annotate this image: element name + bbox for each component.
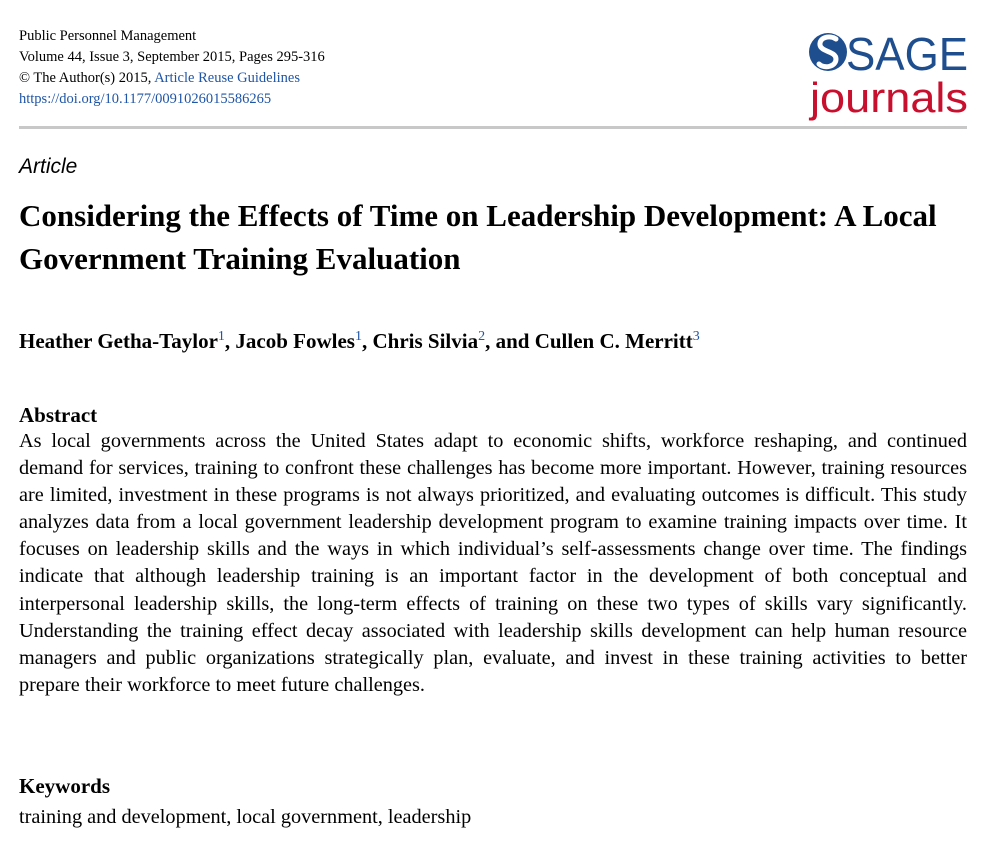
copyright-line xyxy=(19,68,325,89)
journal-info xyxy=(19,26,325,110)
author-2: Jacob Fowles xyxy=(235,329,355,353)
author-1: Heather Getha-Taylor xyxy=(19,329,218,353)
header-divider xyxy=(19,126,967,129)
keywords-heading: Keywords xyxy=(19,774,110,798)
sage-journals-logo[interactable] xyxy=(806,22,976,122)
abstract-heading: Abstract xyxy=(19,403,98,427)
journal-volume: Volume 44, Issue 3, September 2015, Pages 295-316 xyxy=(19,49,325,65)
author-2-affiliation[interactable]: 1 xyxy=(354,329,362,344)
sage-logo-icon xyxy=(806,22,976,122)
author-3: Chris Silvia xyxy=(372,329,479,353)
article-type-label: Article xyxy=(19,155,78,178)
author-separator: , xyxy=(224,329,236,353)
logo-sage-text: SAGE xyxy=(846,28,968,80)
doi-link[interactable]: https://doi.org/10.1177/0091026015586265 xyxy=(19,91,272,107)
abstract-text: As local governments across the United States adapt to economic shifts, workforce reshaping, and continued demand for services, training to confront these challenges has become more important. However, training resources are limited, investment in these programs is not always prioritized, and evaluating outcomes is difficult. This study analyzes data from a local government leadership development program to examine training impacts over time. It focuses on leadership skills and the ways in which individual’s self-assessments change over time. The findings indicate that although leadership training is an important factor in the development of both conceptual and interpersonal leadership skills, the long-term effects of training on these two types of skills vary significantly. Understanding the training effect decay associated with leadership skills development can help human resource managers and public organizations strategically plan, evaluate, and invest in these training activities to better prepare their workforce to meet future challenges. xyxy=(19,430,967,696)
author-separator: , and xyxy=(485,329,535,353)
author-4-affiliation[interactable]: 3 xyxy=(692,329,700,344)
logo-journals-text: journals xyxy=(807,74,968,121)
author-1-affiliation[interactable]: 1 xyxy=(217,329,225,344)
author-list xyxy=(19,326,700,356)
article-title: Considering the Effects of Time on Leadership Development: A Local Government Training Evaluation xyxy=(19,198,937,276)
author-separator: , xyxy=(361,329,373,353)
copyright-text: © The Author(s) 2015, xyxy=(19,70,155,86)
journal-name: Public Personnel Management xyxy=(19,28,197,44)
author-3-affiliation[interactable]: 2 xyxy=(478,329,486,344)
keywords-list: training and development, local government, leadership xyxy=(19,806,472,828)
reuse-guidelines-link[interactable]: Article Reuse Guidelines xyxy=(154,70,300,86)
author-4: Cullen C. Merritt xyxy=(534,329,693,353)
